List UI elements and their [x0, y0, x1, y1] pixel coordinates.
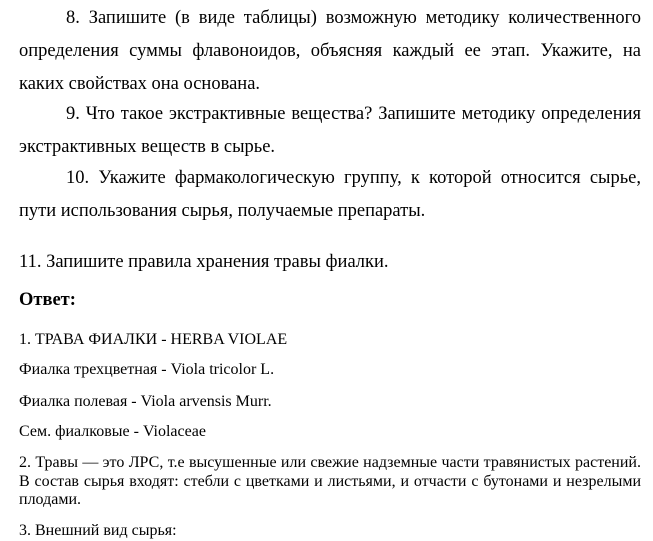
- answer-line-2: Фиалка трехцветная - Viola tricolor L.: [19, 361, 275, 378]
- question-11: 11. Запишите правила хранения травы фиалки.: [19, 252, 389, 272]
- answer-line-4: Сем. фиалковые - Violaceae: [19, 423, 206, 440]
- question-9: 9. Что такое экстрактивные вещества? Запишите методику определения экстрактивных веществ в сырье.: [19, 104, 641, 157]
- question-10: 10. Укажите фармакологическую группу, к которой относится сырье, пути использования сырья, получаемые препараты.: [19, 168, 641, 221]
- answer-heading: Ответ:: [19, 290, 76, 310]
- answer-line-5: 2. Травы — это ЛРС, т.е высушенные или свежие надземные части травянистых растений. В состав сырья входят: стебли с цветками и листьями, и отчасти с бутонами и незрелыми плодами.: [19, 454, 641, 508]
- answer-line-3: Фиалка полевая - Viola arvensis Murr.: [19, 393, 272, 410]
- answer-line-1: 1. ТРАВА ФИАЛКИ - HERBA VIOLAE: [19, 331, 288, 348]
- question-8: 8. Запишите (в виде таблицы) возможную методику количественного определения суммы флавоноидов, объясняя каждый ее этап. Укажите, на каких свойствах она основана.: [19, 8, 641, 94]
- answer-line-6: 3. Внешний вид сырья:: [19, 522, 177, 539]
